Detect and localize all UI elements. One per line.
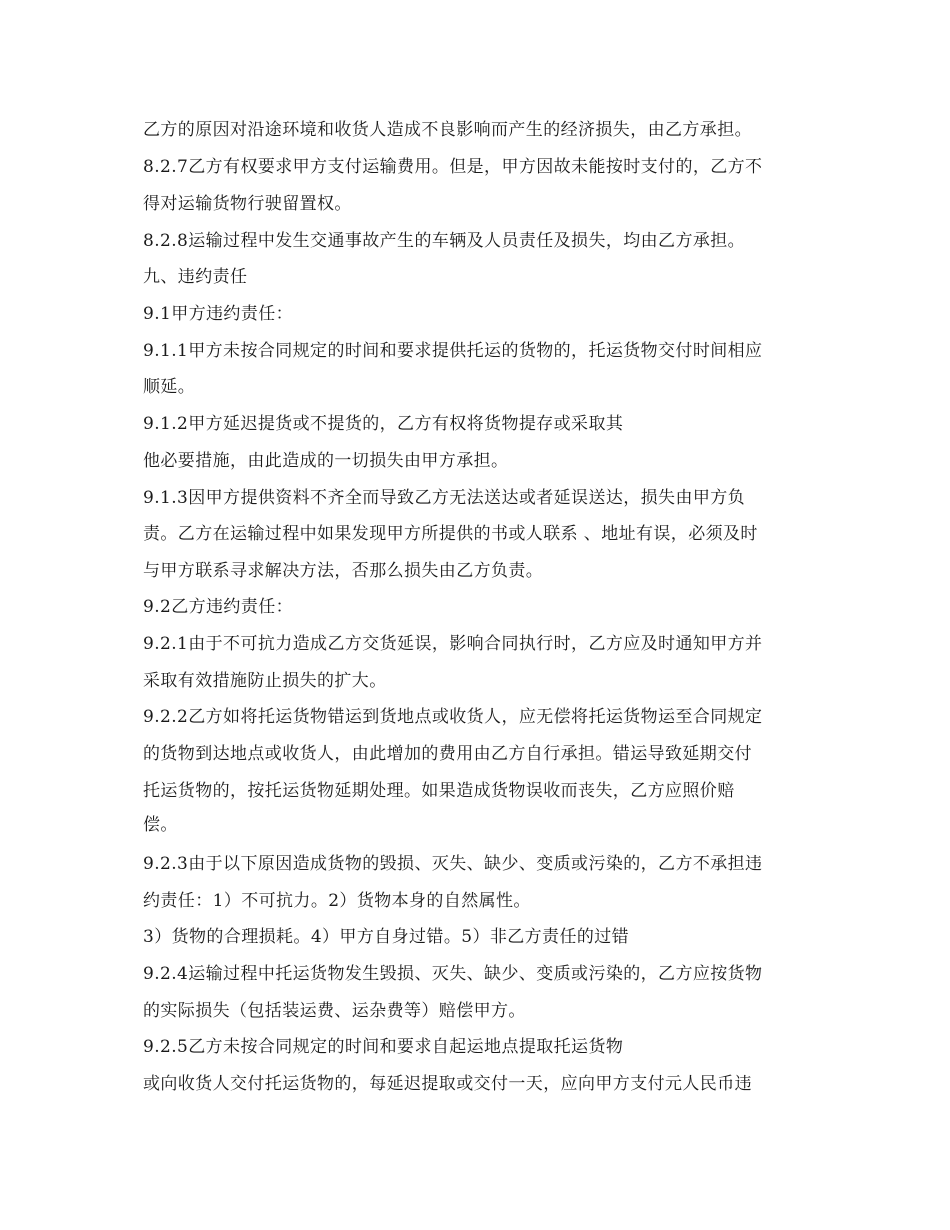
text-line: 9.1.2甲方延迟提货或不提货的，乙方有权将货物提存或采取其 [143,414,624,434]
subsection-heading: 9.1甲方违约责任： [143,304,294,324]
text-line: 责。乙方在运输过程中如果发现甲方所提供的书或人联系 、地址有误，必须及时 [143,524,758,544]
text-line: 与甲方联系寻求解决方法，否那么损失由乙方负责。 [143,561,544,581]
text-line: 8.2.8运输过程中发生交通事故产生的车辆及人员责任及损失，均由乙方承担。 [143,231,746,251]
text-line: 托运货物的，按托运货物延期处理。如果造成货物误收而丧失，乙方应照价赔 [143,781,735,801]
text-line: 的货物到达地点或收货人，由此增加的费用由乙方自行承担。错运导致延期交付 [143,744,752,764]
section-heading: 九、违约责任 [143,267,248,287]
text-line: 乙方的原因对沿途环境和收货人造成不良影响而产生的经济损失，由乙方承担。 [143,120,752,140]
text-line: 9.1.1甲方未按合同规定的时间和要求提供托运的货物的，托运货物交付时间相应 [143,341,763,361]
text-line: 9.1.3因甲方提供资料不齐全而导致乙方无法送达或者延误送达，损失由甲方负 [143,488,746,508]
text-line: 顺延。 [143,377,196,397]
text-line: 或向收货人交付托运货物的，每延迟提取或交付一天，应向甲方支付元人民币违 [143,1074,752,1094]
text-line: 得对运输货物行驶留置权。 [143,194,352,214]
text-line: 3）货物的合理损耗。4）甲方自身过错。5）非乙方责任的过错 [143,927,630,947]
text-line: 采取有效措施防止损失的扩大。 [143,671,387,691]
text-line: 他必要措施，由此造成的一切损失由甲方承担。 [143,451,509,471]
text-line: 9.2.3由于以下原因造成货物的毁损、灭失、缺少、变质或污染的，乙方不承担违 [143,854,763,874]
text-line: 的实际损失（包括装运费、运杂费等）赔偿甲方。 [143,1001,526,1021]
text-line: 9.2.2乙方如将托运货物错运到货地点或收货人，应无偿将托运货物运至合同规定 [143,707,763,727]
subsection-heading: 9.2乙方违约责任： [143,597,294,617]
text-line: 9.2.5乙方未按合同规定的时间和要求自起运地点提取托运货物 [143,1037,624,1057]
text-line: 约责任：1）不可抗力。2）货物本身的自然属性。 [143,891,531,911]
text-line: 偿。 [143,815,178,835]
text-line: 9.2.4运输过程中托运货物发生毁损、灭失、缺少、变质或污染的，乙方应按货物 [143,964,763,984]
text-line: 9.2.1由于不可抗力造成乙方交货延误，影响合同执行时，乙方应及时通知甲方并 [143,634,763,654]
text-line: 8.2.7乙方有权要求甲方支付运输费用。但是，甲方因故未能按时支付的，乙方不 [143,157,763,177]
